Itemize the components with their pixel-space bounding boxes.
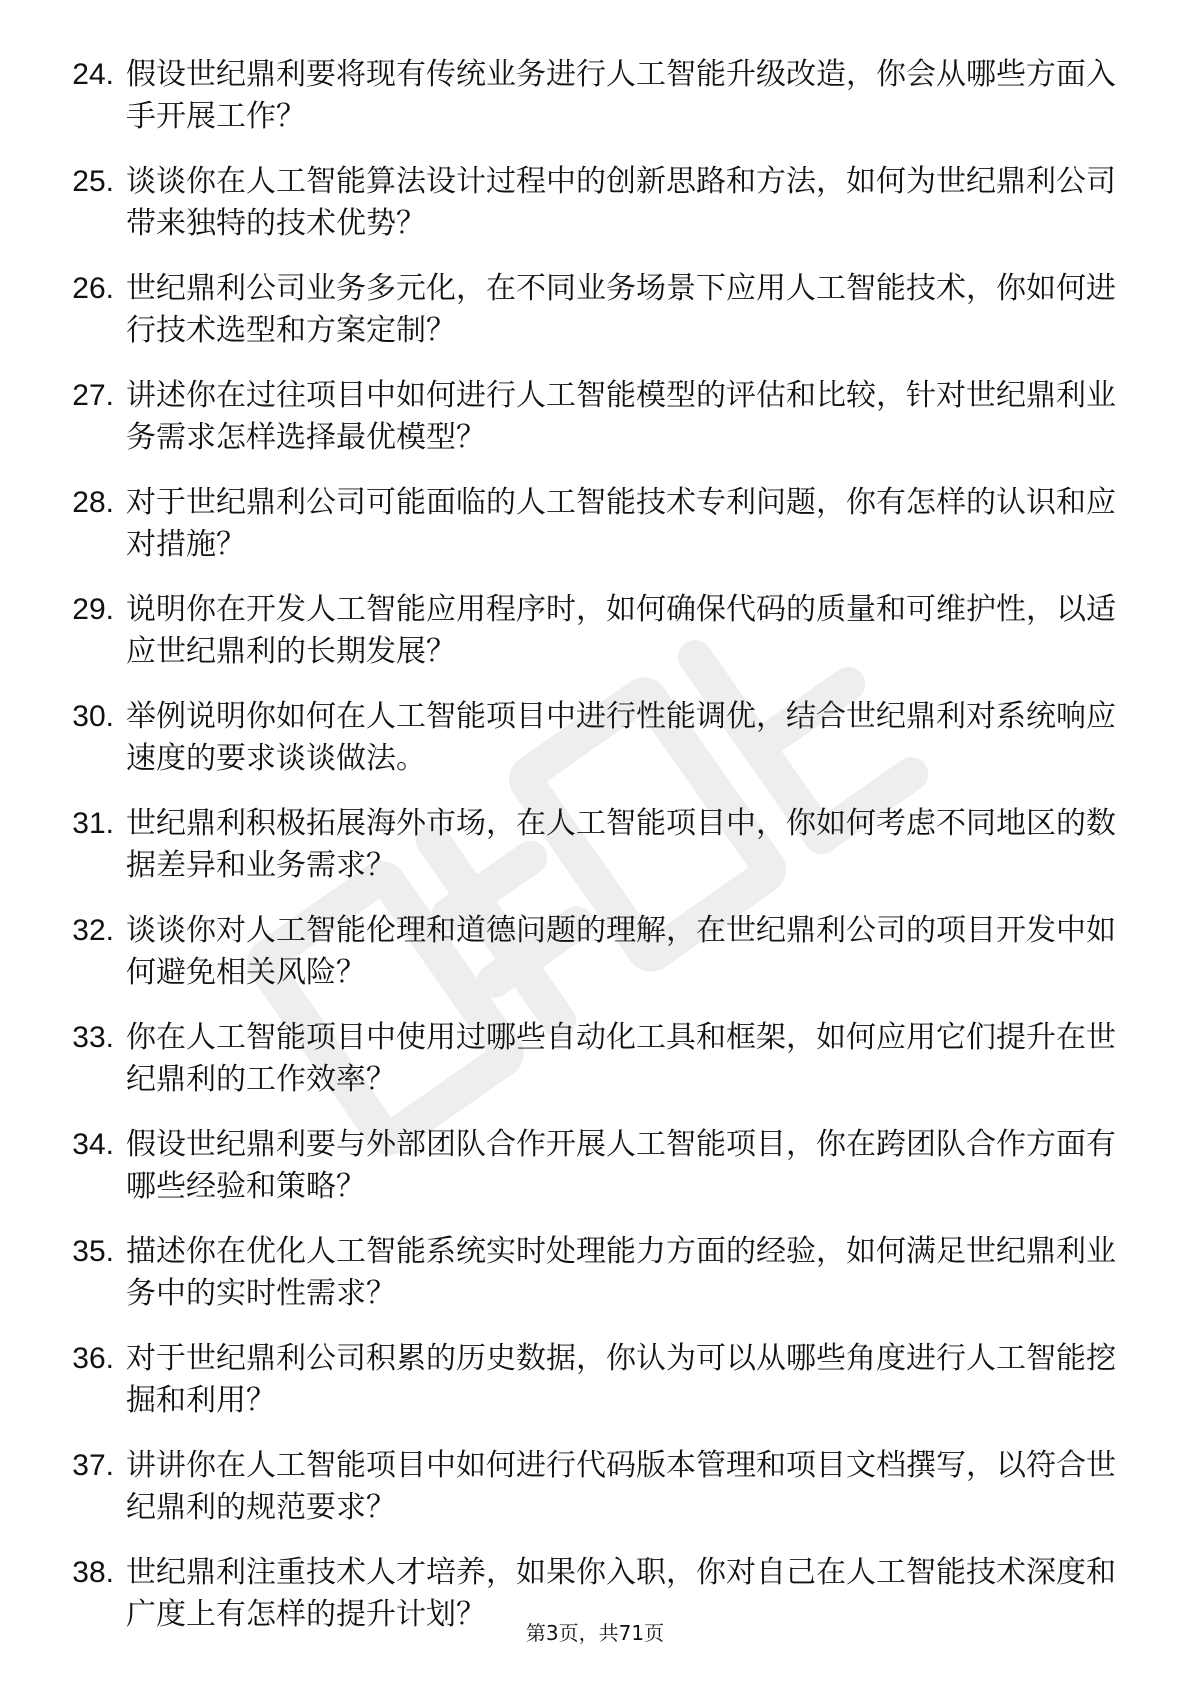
question-text: 世纪鼎利积极拓展海外市场，在人工智能项目中，你如何考虑不同地区的数据差异和业务需求？ — [126, 806, 1116, 883]
question-text: 举例说明你如何在人工智能项目中进行性能调优，结合世纪鼎利对系统响应速度的要求谈谈做法。 — [126, 699, 1116, 776]
list-item — [58, 54, 1118, 153]
question-number: 29. — [72, 593, 114, 626]
question-text: 讲讲你在人工智能项目中如何进行代码版本管理和项目文档撰写，以符合世纪鼎利的规范要求？ — [126, 1448, 1116, 1525]
question-text: 讲述你在过往项目中如何进行人工智能模型的评估和比较，针对世纪鼎利业务需求怎样选择最优模型？ — [126, 378, 1116, 455]
list-item — [58, 1338, 1118, 1437]
question-number: 24. — [72, 58, 114, 91]
list-item — [58, 375, 1118, 474]
question-text: 谈谈你对人工智能伦理和道德问题的理解，在世纪鼎利公司的项目开发中如何避免相关风险？ — [126, 913, 1116, 990]
list-item — [58, 1124, 1118, 1223]
list-item — [58, 803, 1118, 902]
question-list — [58, 54, 1118, 1659]
question-number: 28. — [72, 486, 114, 519]
page-number-label: 第3页，共71页 — [525, 1621, 665, 1645]
list-item — [58, 482, 1118, 581]
question-text: 对于世纪鼎利公司可能面临的人工智能技术专利问题，你有怎样的认识和应对措施？ — [126, 485, 1116, 562]
question-text: 描述你在优化人工智能系统实时处理能力方面的经验，如何满足世纪鼎利业务中的实时性需求？ — [126, 1234, 1116, 1311]
question-number: 36. — [72, 1342, 114, 1375]
question-text: 说明你在开发人工智能应用程序时，如何确保代码的质量和可维护性，以适应世纪鼎利的长期发展？ — [126, 592, 1116, 669]
question-number: 37. — [72, 1449, 114, 1482]
question-number: 31. — [72, 807, 114, 840]
list-item — [58, 161, 1118, 260]
list-item — [58, 1231, 1118, 1330]
question-number: 30. — [72, 700, 114, 733]
question-number: 26. — [72, 272, 114, 305]
question-number: 35. — [72, 1235, 114, 1268]
question-text: 假设世纪鼎利要将现有传统业务进行人工智能升级改造，你会从哪些方面入手开展工作？ — [126, 57, 1116, 134]
question-text: 谈谈你在人工智能算法设计过程中的创新思路和方法，如何为世纪鼎利公司带来独特的技术优势？ — [126, 164, 1116, 241]
question-number: 38. — [72, 1556, 114, 1589]
question-text: 你在人工智能项目中使用过哪些自动化工具和框架，如何应用它们提升在世纪鼎利的工作效率？ — [126, 1020, 1116, 1097]
question-text: 对于世纪鼎利公司积累的历史数据，你认为可以从哪些角度进行人工智能挖掘和利用？ — [126, 1341, 1116, 1418]
question-text: 世纪鼎利公司业务多元化，在不同业务场景下应用人工智能技术，你如何进行技术选型和方案定制？ — [126, 271, 1116, 348]
question-number: 25. — [72, 165, 114, 198]
list-item — [58, 910, 1118, 1009]
list-item — [58, 589, 1118, 688]
question-number: 34. — [72, 1128, 114, 1161]
question-number: 27. — [72, 379, 114, 412]
question-number: 32. — [72, 914, 114, 947]
question-text: 世纪鼎利注重技术人才培养，如果你入职，你对自己在人工智能技术深度和广度上有怎样的提升计划？ — [126, 1555, 1116, 1632]
page-footer — [0, 1617, 1190, 1646]
list-item — [58, 1017, 1118, 1116]
list-item — [58, 696, 1118, 795]
question-text: 假设世纪鼎利要与外部团队合作开展人工智能项目，你在跨团队合作方面有哪些经验和策略？ — [126, 1127, 1116, 1204]
list-item — [58, 1445, 1118, 1544]
list-item — [58, 268, 1118, 367]
question-number: 33. — [72, 1021, 114, 1054]
